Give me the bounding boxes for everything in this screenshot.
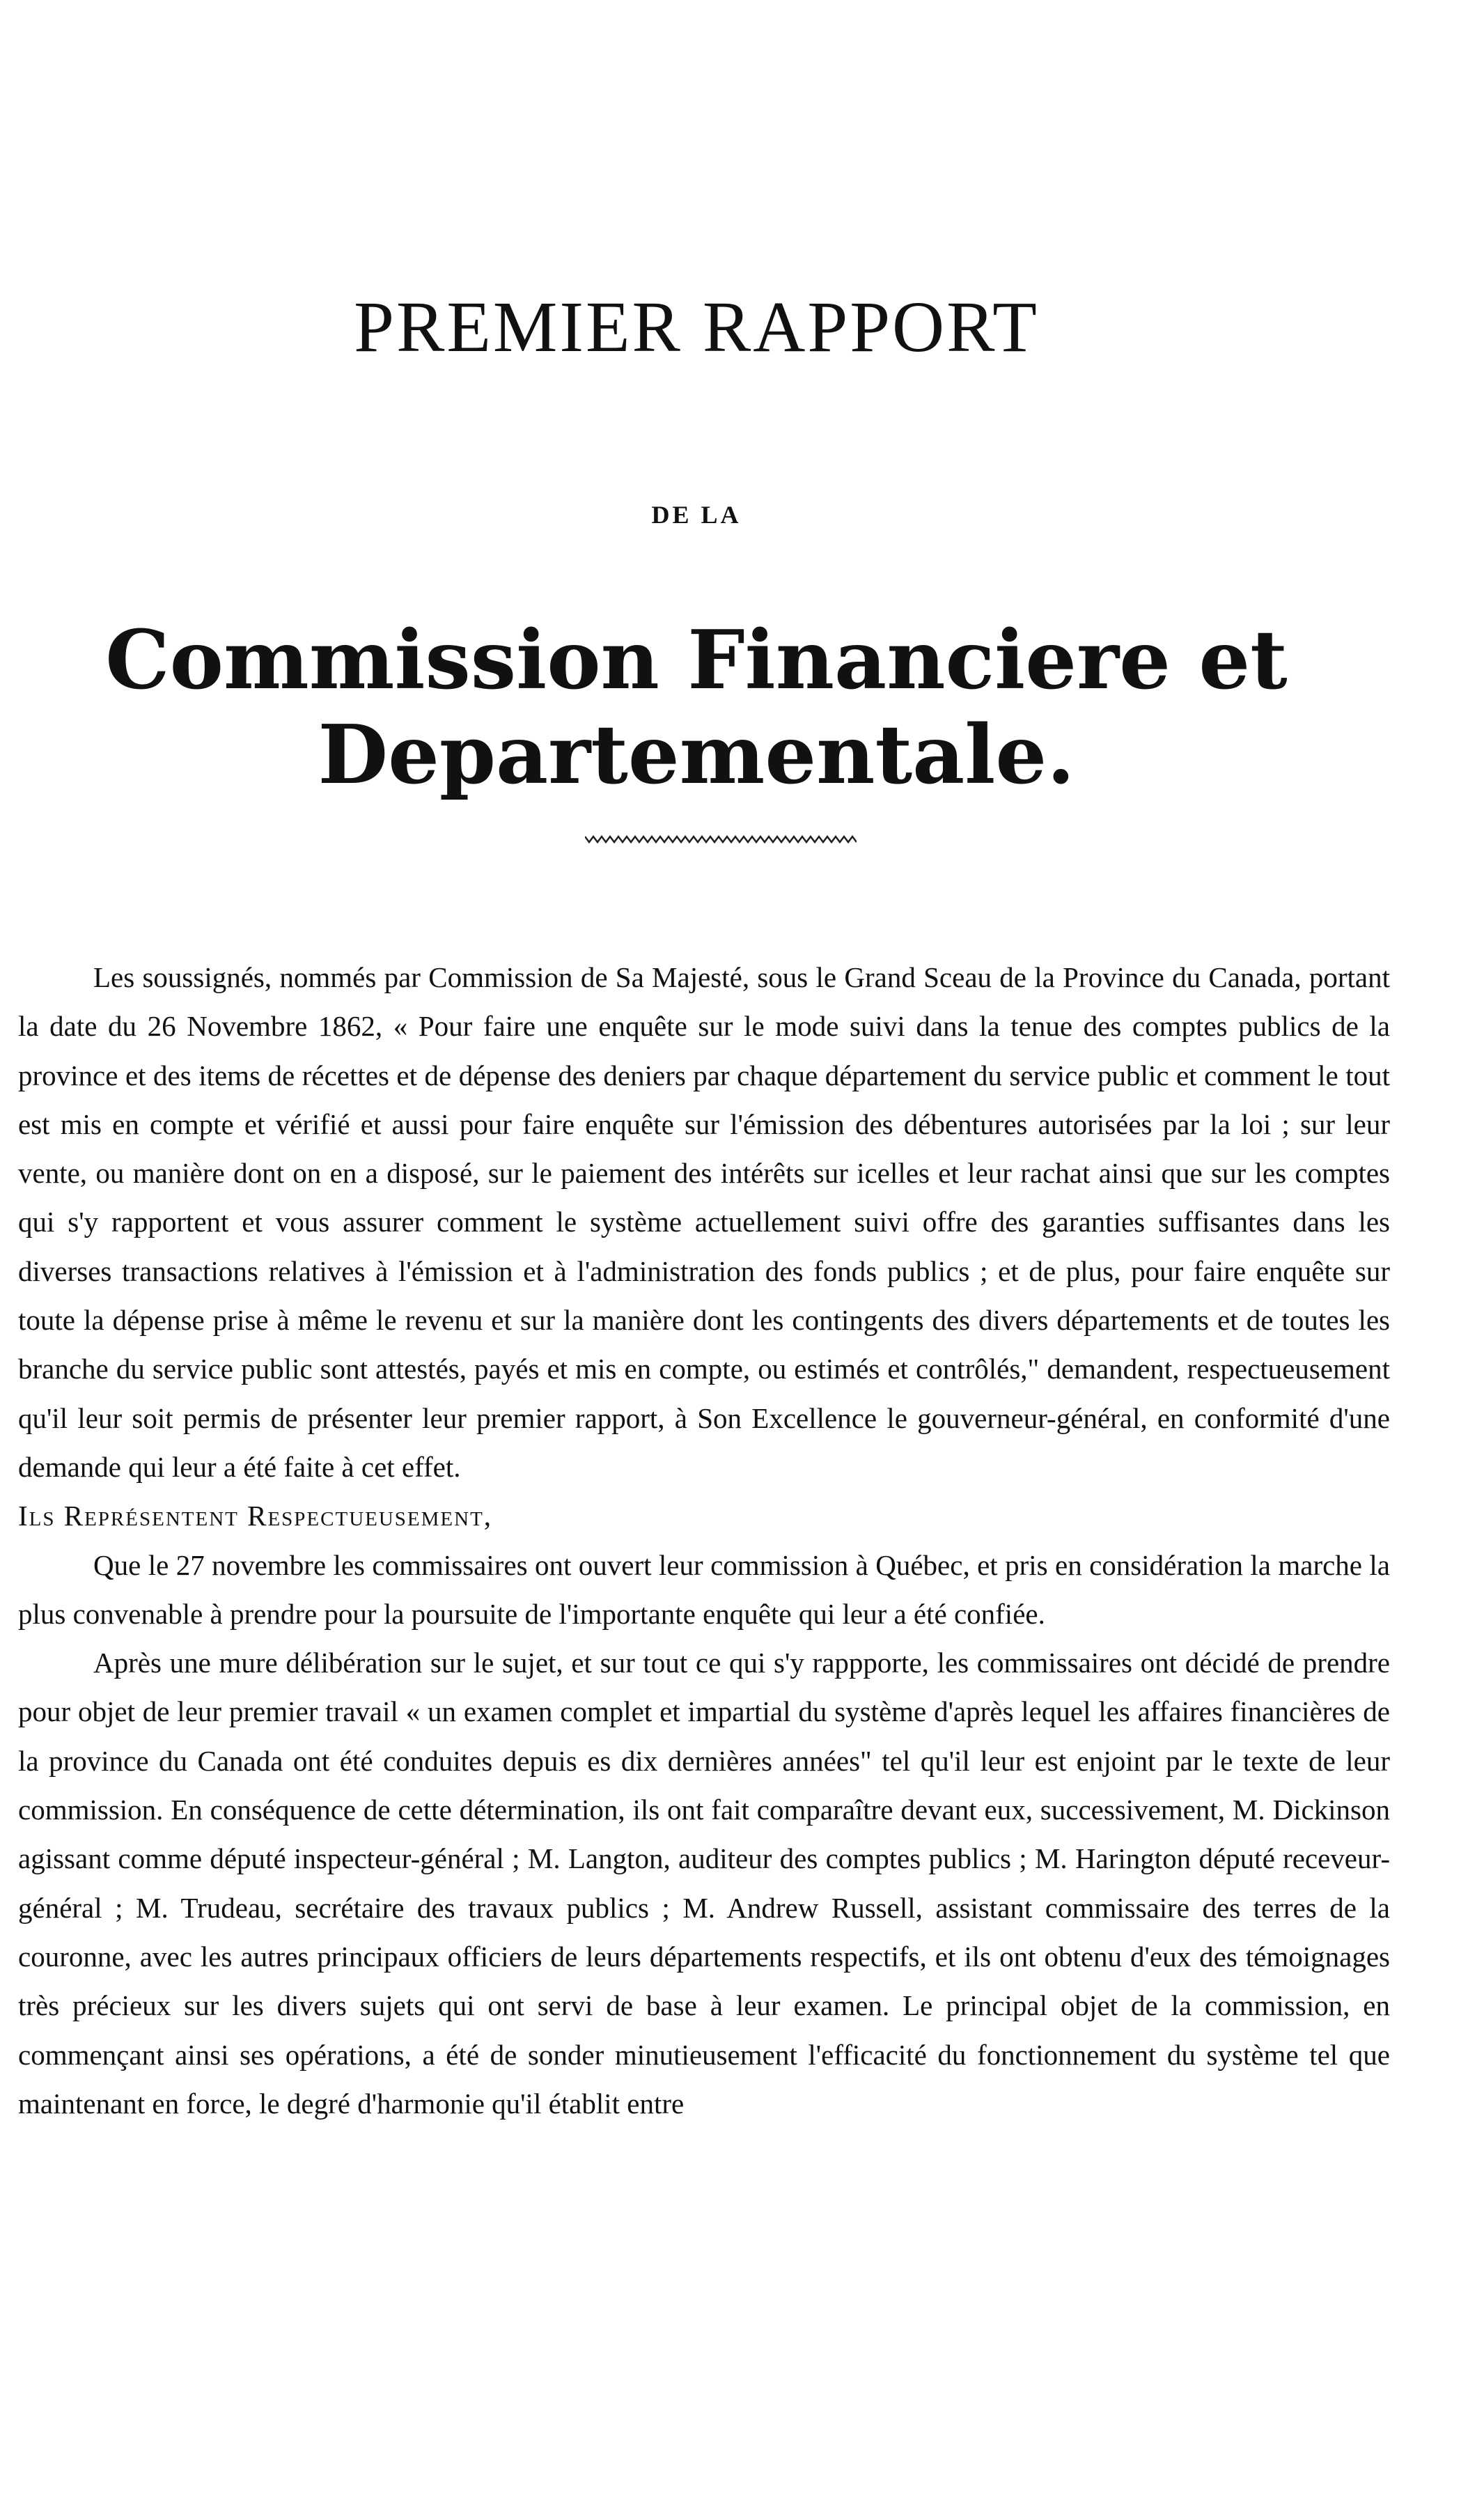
report-subtitle: DE LA — [651, 501, 742, 529]
paragraph-intro: Les soussignés, nommés par Commission de Sa Majesté, sous le Grand Sceau de la Province du Canada, portant la date du 26 Novembre 1862, « Pour faire une enquête sur le mode suivi dans la tenue des comptes publics de la province et des items de récettes et de dépense des deniers par chaque département du service public et comment le tout est mis en compte et vérifié et aussi pour faire enquête sur l'émission des débentures autorisées par la loi ; sur leur vente, ou manière dont on en a disposé, sur le paiement des intérêts sur icelles et leur rachat ainsi que sur les comptes qui s'y rapportent et vous assurer comment le système actuellement suivi offre des garanties suffisantes dans les diverses transactions relatives à l'émission et à l'administration des fonds publics ; et de plus, pour faire enquête sur toute la dépense prise à même le revenu et sur la manière dont les contingents des divers départements et de toutes les branche du service public sont attestés, payés et mis en compte, ou estimés et contrôlés," demandent, respectueusement qu'il leur soit permis de présenter leur premier rapport, à Son Excellence le gouverneur-général, en conformité d'une demande qui leur a été faite à cet effet. — [18, 961, 1390, 1483]
decorative-divider — [585, 832, 857, 848]
paragraph-deliberation: Après une mure délibération sur le sujet, et sur tout ce qui s'y rappporte, les commissaires ont décidé de prendre pour objet de leur premier travail « un examen complet et impartial du système d'après lequel les affaires financières de la province du Canada ont été conduites depuis es dix dernières années" tel qu'il leur est enjoint par le texte de leur commission. En conséquence de cette détermination, ils ont fait comparaître devant eux, successivement, M. Dickinson agissant comme député inspecteur-général ; M. Langton, auditeur des comptes publics ; M. Harington député receveur-général ; M. Trudeau, secrétaire des travaux publics ; M. Andrew Russell, assistant commissaire des terres de la couronne, avec les autres principaux officiers de leurs départements respectifs, et ils ont obtenu d'eux des témoignages très précieux sur les divers sujets qui ont servi de base à leur examen. Le principal objet de la commission, en commençant ainsi ses opérations, a été de sonder minutieusement l'efficacité du fonctionnement du système tel que maintenant en force, le degré d'harmonie qu'il établit entre — [18, 1647, 1390, 2120]
paragraph-heading: Ils Représentent Respectueusement, — [18, 1500, 493, 1532]
report-title: PREMIER RAPPORT — [354, 287, 1039, 367]
report-body — [18, 953, 1390, 2128]
commission-title: Commission Financiere et Departementale. — [105, 613, 1288, 802]
paragraph-opening: Que le 27 novembre les commissaires ont ouvert leur commission à Québec, et pris en considération la marche la plus convenable à prendre pour la poursuite de l'importante enquête qui leur a été confiée. — [18, 1548, 1390, 1630]
